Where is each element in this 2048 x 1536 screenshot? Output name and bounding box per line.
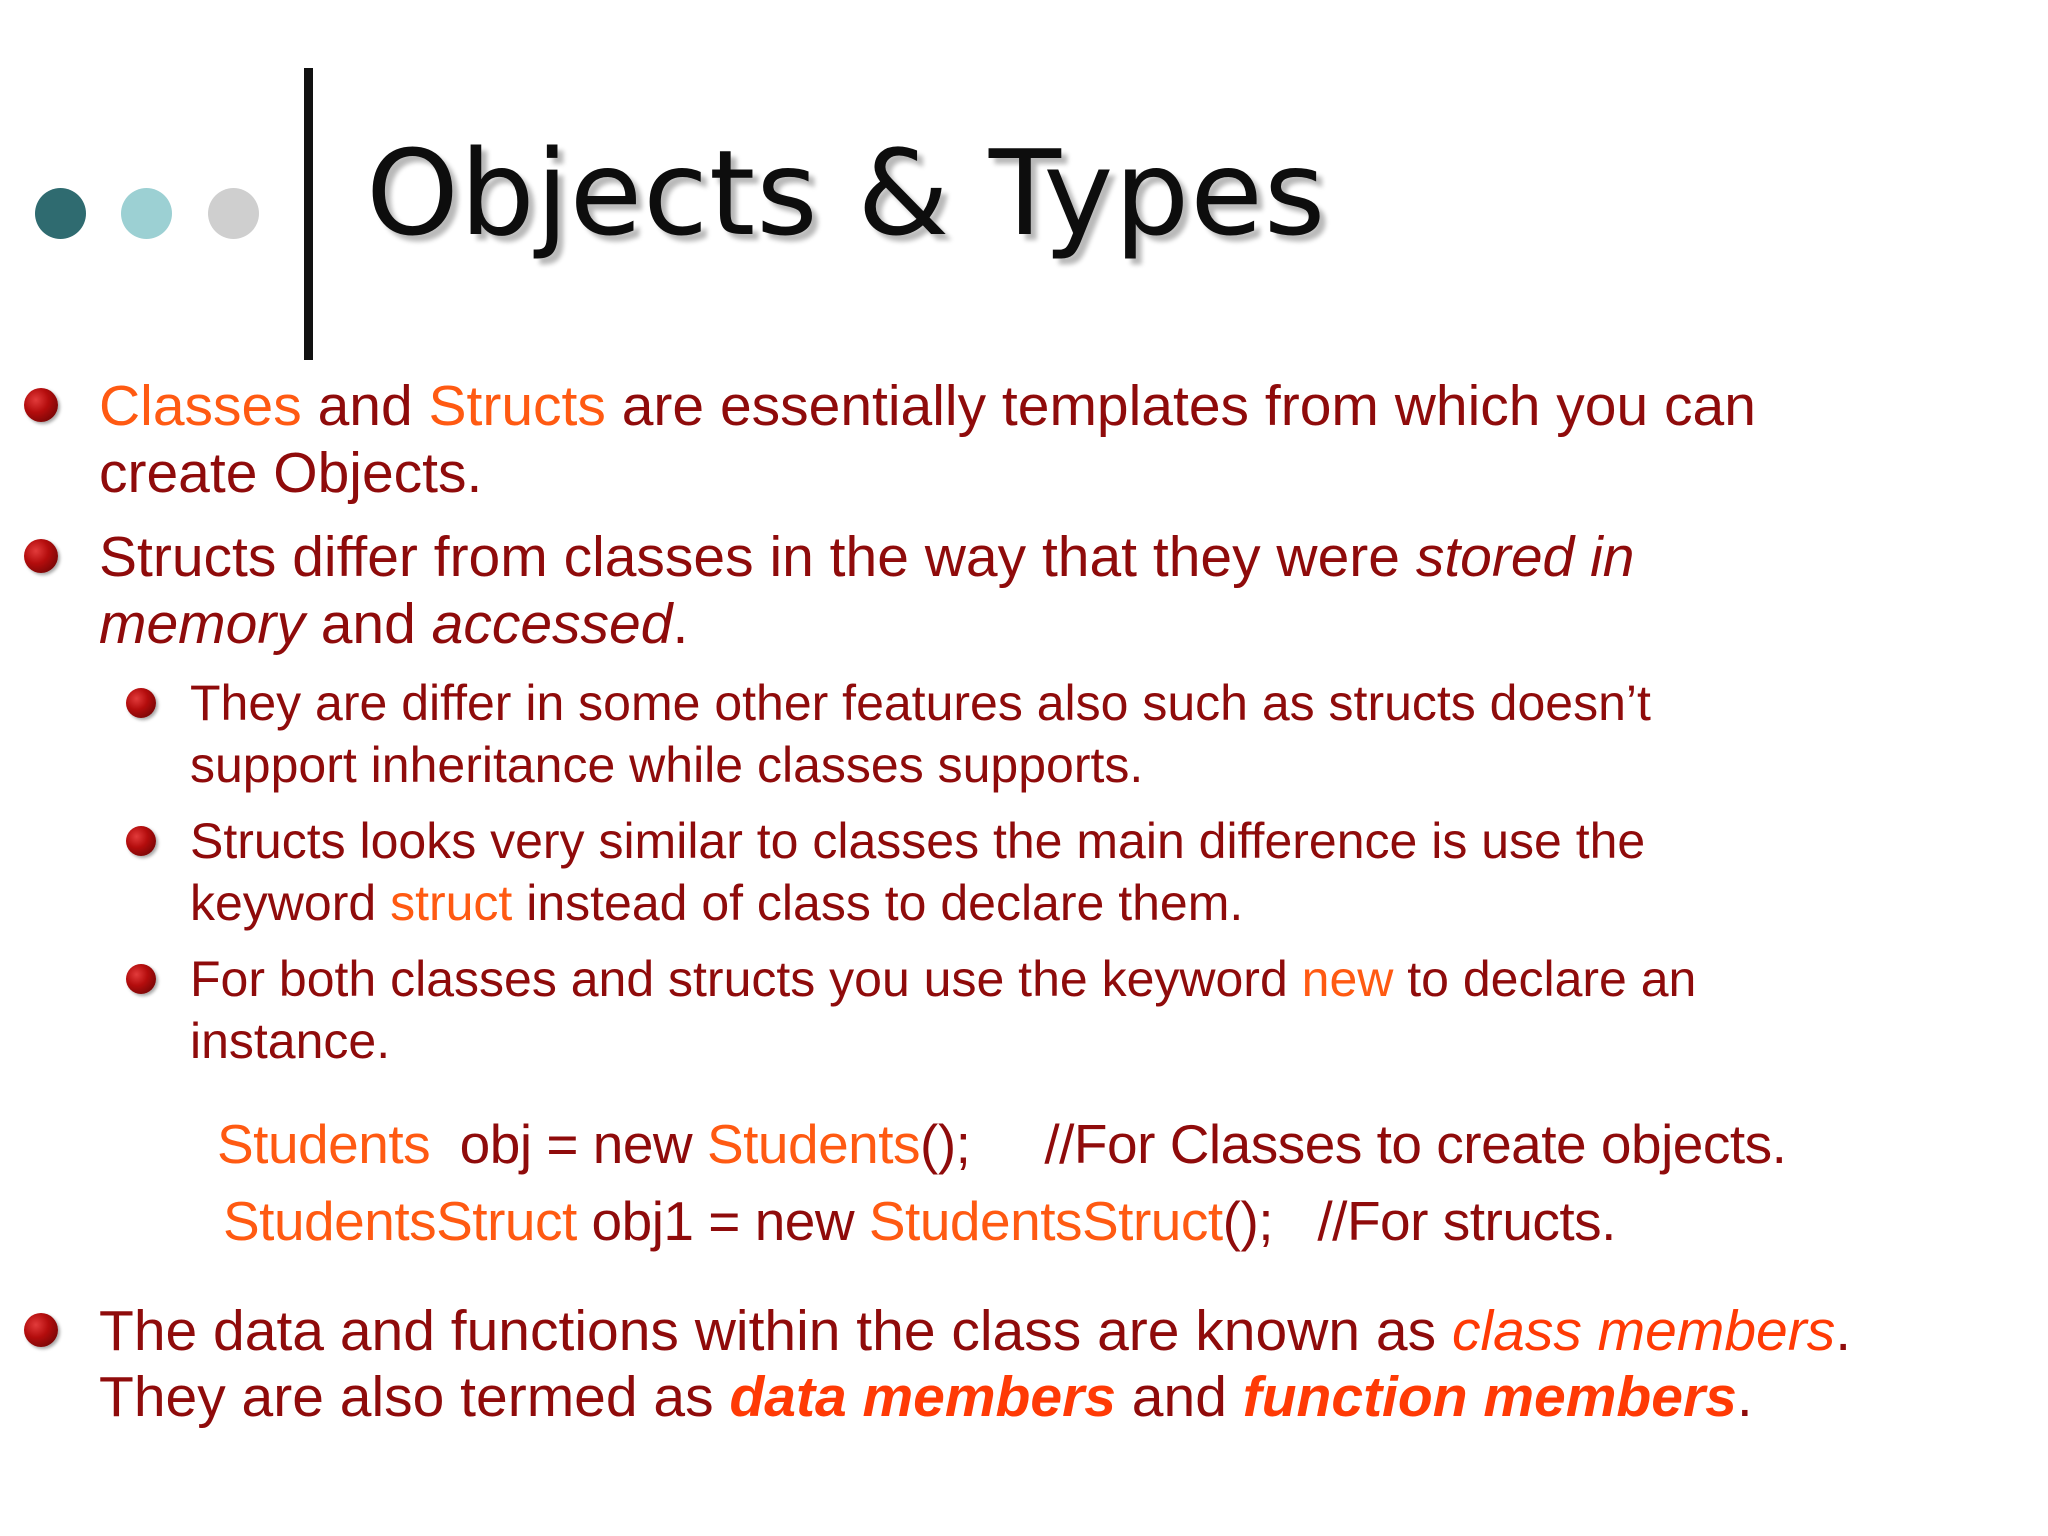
text: Structs differ from classes in the way that they were (99, 525, 1416, 589)
highlight-structs: Structs (428, 374, 606, 438)
highlight-classes: Classes (99, 374, 302, 438)
bullet-2-line-1 (99, 524, 1634, 591)
code-type: Students (217, 1113, 431, 1175)
sub-bullet-1-line-1: They are differ in some other features also such as structs doesn’t (190, 675, 1651, 731)
sub-bullet-icon (126, 826, 156, 856)
sub-bullet-3-line-2: instance. (190, 1013, 391, 1069)
text: instead of class to declare them. (512, 875, 1244, 931)
decor-dot-light (121, 188, 172, 239)
bullet-icon (24, 388, 58, 422)
slide-title: Objects & Types (366, 124, 1327, 262)
code-type: StudentsStruct (223, 1190, 577, 1252)
decor-dot-dark (35, 188, 86, 239)
text: . (1835, 1299, 1852, 1363)
bullet-icon (24, 1313, 58, 1347)
decor-dot-gray (208, 188, 259, 239)
keyword-struct: struct (390, 875, 513, 931)
sub-bullet-1-line-2: support inheritance while classes supports. (190, 737, 1144, 793)
code-text: (); //For Classes to create objects. (920, 1113, 1787, 1175)
bullet-3-line-1 (99, 1298, 1851, 1365)
code-text: (); //For structs. (1222, 1190, 1616, 1252)
sub-bullet-icon (126, 964, 156, 994)
text: and (301, 374, 429, 438)
bullet-1-line-2: create Objects. (99, 441, 483, 505)
text: to declare an (1393, 951, 1697, 1007)
code-line-2 (223, 1188, 1616, 1254)
text: and (304, 592, 432, 656)
emphasis-data-members: data members (729, 1365, 1116, 1429)
sub-bullet-icon (126, 688, 156, 718)
emphasis-function-members: function members (1242, 1365, 1737, 1429)
emphasis-text: accessed (431, 592, 673, 656)
code-constructor: Students (706, 1113, 921, 1175)
emphasis-text: memory (99, 592, 305, 656)
code-line-1 (217, 1111, 1786, 1177)
keyword-new: new (1301, 951, 1394, 1007)
text: The data and functions within the class are known as (99, 1299, 1452, 1363)
sub-bullet-2-line-1: Structs looks very similar to classes the main difference is use the (190, 813, 1646, 869)
text: are essentially templates from which you can (605, 374, 1756, 438)
text: For both classes and structs you use the keyword (190, 951, 1302, 1007)
text: . (672, 592, 689, 656)
text: and (1115, 1365, 1243, 1429)
emphasis-class-members: class members (1451, 1299, 1836, 1363)
bullet-1-line-1 (99, 373, 1756, 440)
text: keyword (190, 875, 391, 931)
bullet-icon (24, 539, 58, 573)
title-divider (304, 68, 313, 360)
sub-bullet-3-line-1 (190, 948, 1696, 1010)
emphasis-text: stored in (1415, 525, 1635, 589)
text: They are also termed as (99, 1365, 730, 1429)
bullet-3-line-2 (99, 1364, 1753, 1431)
code-text: obj1 = new (576, 1190, 869, 1252)
text: . (1736, 1365, 1753, 1429)
sub-bullet-2-line-2 (190, 872, 1243, 934)
bullet-2-line-2 (99, 591, 688, 658)
code-constructor: StudentsStruct (868, 1190, 1223, 1252)
code-text: obj = new (430, 1113, 707, 1175)
